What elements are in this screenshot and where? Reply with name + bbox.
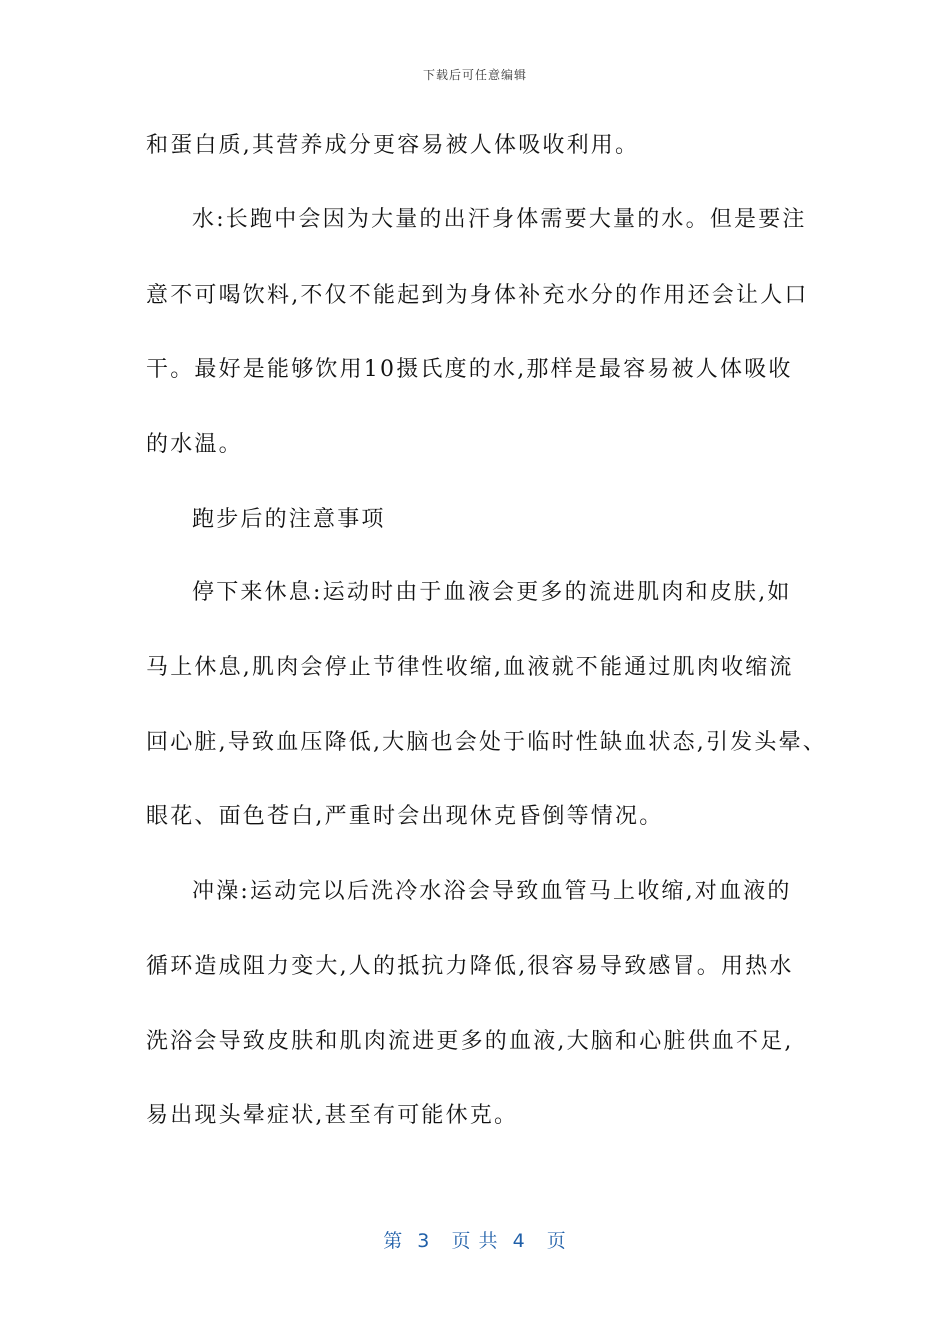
- body-line: 洗浴会导致皮肤和肌肉流进更多的血液,大脑和心脏供血不足,: [146, 1029, 794, 1054]
- body-line: 水:长跑中会因为大量的出汗身体需要大量的水。但是要注: [192, 207, 807, 232]
- body-line: 马上休息,肌肉会停止节律性收缩,血液就不能通过肌肉收缩流: [146, 655, 794, 680]
- body-line: 意不可喝饮料,不仅不能起到为身体补充水分的作用还会让人口: [146, 283, 809, 308]
- body-line: 干。最好是能够饮用10摄氏度的水,那样是最容易被人体吸收: [146, 357, 793, 382]
- page-number-footer: 第 3 页 共 4 页: [383, 1230, 567, 1252]
- section-heading: 跑步后的注意事项: [192, 507, 386, 532]
- body-line: 循环造成阻力变大,人的抵抗力降低,很容易导致感冒。用热水: [146, 954, 794, 979]
- body-line: 回心脏,导致血压降低,大脑也会处于临时性缺血状态,引发头晕、: [146, 730, 827, 755]
- body-line: 的水温。: [146, 432, 243, 457]
- body-line: 易出现头晕症状,甚至有可能休克。: [146, 1103, 519, 1128]
- body-line: 停下来休息:运动时由于血液会更多的流进肌肉和皮肤,如: [192, 580, 792, 605]
- body-line: 冲澡:运动完以后洗冷水浴会导致血管马上收缩,对血液的: [192, 879, 792, 904]
- body-line: 眼花、面色苍白,严重时会出现休克昏倒等情况。: [146, 804, 664, 829]
- body-line: 和蛋白质,其营养成分更容易被人体吸收利用。: [146, 133, 640, 158]
- page-header: 下载后可任意编辑: [422, 68, 527, 82]
